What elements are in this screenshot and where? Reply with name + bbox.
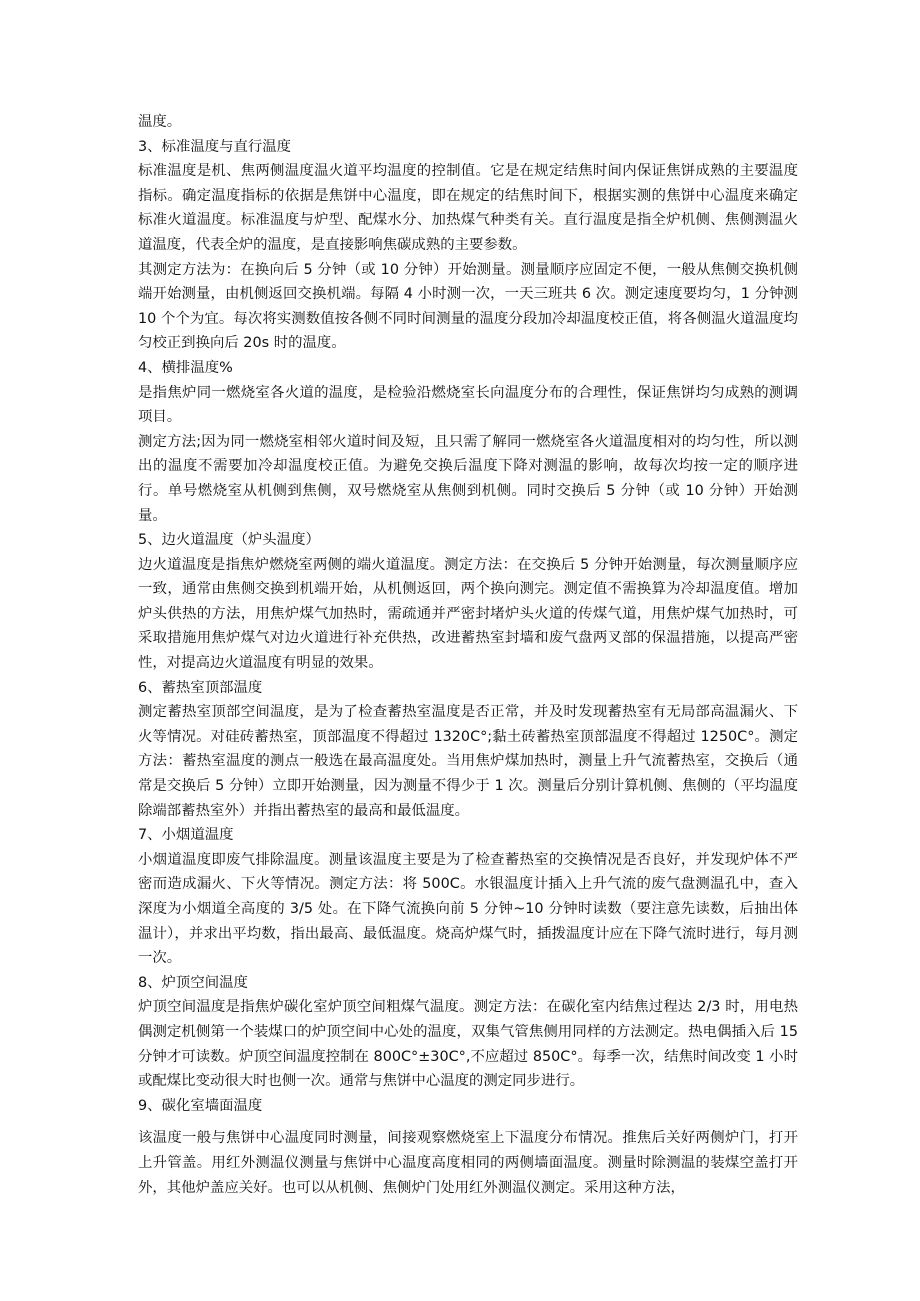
paragraph-regenerator-top-temperature: 测定蓄热室顶部空间温度，是为了检查蓄热室温度是否正常，并及时发现蓄热室有无局部高温漏火、下火等情况。对硅砖蓄热室，顶部温度不得超过 1320C°;黏土砖蓄热室顶部温度不得超过 1250C°。测定方法：蓄热室温度的测点一般选在最高温度处。当用焦炉煤加热时，测量上升气流蓄热室，交换后（通常是交换后 5 分钟）立即开始测量，因为测量不得少于 1 次。测量后分别计算机侧、焦侧的（平均温度除端部蓄热室外）并指出蓄热室的最高和最低温度。 xyxy=(138,704,798,819)
spacer xyxy=(138,1118,798,1126)
section-heading-5: 5、边火道温度（炉头温度） xyxy=(138,532,320,549)
section-heading-8: 8、炉顶空间温度 xyxy=(138,974,248,991)
section-heading-6: 6、蓄热室顶部温度 xyxy=(138,679,263,696)
paragraph-standard-temperature: 标准温度是机、焦两侧温度温火道平均温度的控制值。它是在规定结焦时间内保证焦饼成熟的主要温度指标。确定温度指标的依据是焦饼中心温度，即在规定的结焦时间下，根据实测的焦饼中心温度来确定标准火道温度。标准温度与炉型、配煤水分、加热煤气种类有关。直行温度是指全炉机侧、焦侧测温火道温度，代表全炉的温度，是直接影响焦碳成熟的主要参数。 xyxy=(138,163,798,253)
paragraph-edge-flue-temperature: 边火道温度是指焦炉燃烧室两侧的端火道温度。测定方法：在交换后 5 分钟开始测量，每次测量顺序应一致，通常由焦侧交换到机端开始，从机侧返回，两个换向测完。测定值不需换算为冷却温度值。增加炉头供热的方法，用焦炉煤气加热时，需疏通并严密封堵炉头火道的传煤气道，用焦炉煤气加热时，可采取措施用焦炉煤气对边火道进行补充供热，改进蓄热室封墙和废气盘两叉部的保温措施，以提高严密性，对提高边火道温度有明显的效果。 xyxy=(138,556,798,672)
section-heading-3: 3、标准温度与直行温度 xyxy=(138,138,292,155)
paragraph-continuation: 温度。 xyxy=(138,114,182,130)
document-body xyxy=(138,110,798,1200)
paragraph-oven-top-space-temperature: 炉顶空间温度是指焦炉碳化室炉顶空间粗煤气温度。测定方法：在碳化室内结焦过程达 2/3 时，用电热偶测定机侧第一个装煤口的炉顶空间中心处的温度，双集气管焦侧用同样的方法测定。热电偶插入后 15 分钟才可读数。炉顶空间温度控制在 800C°±30C°,不应超过 850C°。每季一次，结焦时间改变 1 小时或配煤比变动很大时也侧一次。通常与焦饼中心温度的测定同步进行。 xyxy=(138,999,798,1090)
paragraph-small-flue-temperature: 小烟道温度即废气排除温度。测量该温度主要是为了检查蓄热室的交换情况是否良好，并发现炉体不严密而造成漏火、下火等情况。测定方法：将 500C。水银温度计插入上升气流的废气盘测温孔中，查入深度为小烟道全高度的 3/5 处。在下降气流换向前 5 分钟~10 分钟时读数（要注意先读数，后抽出体温计），并求出平均数，指出最高、最低温度。烧高炉煤气时，插拨温度计应在下降气流时进行，每月测一次。 xyxy=(138,851,798,967)
paragraph-standard-method: 其测定方法为：在换向后 5 分钟（或 10 分钟）开始测量。测量顺序应固定不便，一般从焦侧交换机侧端开始测量，由机侧返回交换机端。每隔 4 小时测一次，一天三班共 6 次。测定速度要均匀，1 分钟测 10 个个为宜。每次将实测数值按各侧不同时间测量的温度分段加冷却温度校正值，将各侧温火道温度均匀校正到换向后 20s 时的温度。 xyxy=(138,261,798,352)
paragraph-horizontal-temperature: 是指焦炉同一燃烧室各火道的温度，是检验沿燃烧室长向温度分布的合理性，保证焦饼均匀成熟的测调项目。 xyxy=(138,384,798,426)
section-heading-9: 9、碳化室墙面温度 xyxy=(138,1097,263,1114)
paragraph-chamber-wall-temperature: 该温度一般与焦饼中心温度同时测量，间接观察燃烧室上下温度分布情况。推焦后关好两侧炉门，打开上升管盖。用红外测温仪测量与焦饼中心温度高度相同的两侧墙面温度。测量时除测温的装煤空盖打开外，其他炉盖应关好。也可以从机侧、焦侧炉门处用红外测温仪测定。采用这种方法， xyxy=(138,1130,798,1196)
section-heading-7: 7、小烟道温度 xyxy=(138,827,234,844)
section-heading-4: 4、横排温度% xyxy=(138,359,233,376)
paragraph-horizontal-method: 测定方法;因为同一燃烧室相邻火道时间及短，且只需了解同一燃烧室各火道温度相对的均匀性，所以测出的温度不需要加冷却温度校正值。为避免交换后温度下降对测温的影响，故每次均按一定的顺序进行。单号燃烧室从机侧到焦侧，双号燃烧室从焦侧到机侧。同时交换后 5 分钟（或 10 分钟）开始测量。 xyxy=(138,433,798,524)
